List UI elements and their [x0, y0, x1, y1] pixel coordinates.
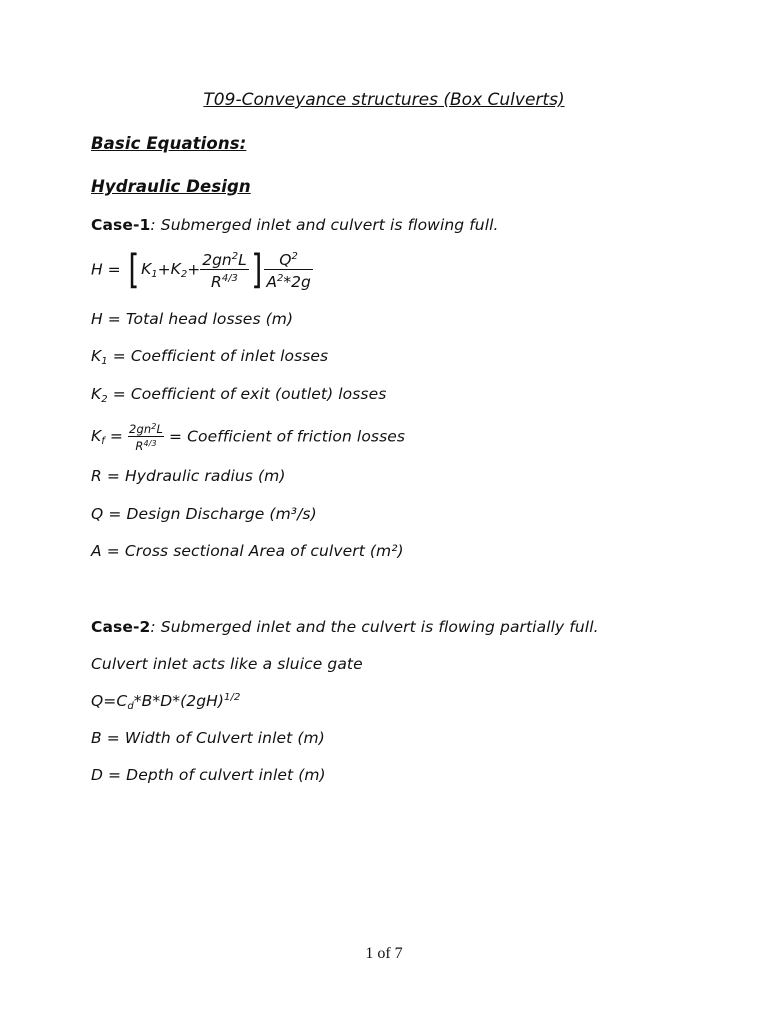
right-bracket: ] — [251, 246, 263, 293]
case2-label: Case-2 — [91, 618, 151, 636]
q-definition: Q = Design Discharge (m³/s) — [91, 505, 317, 523]
b-definition: B = Width of Culvert inlet (m) — [91, 729, 325, 747]
left-bracket: [ — [127, 246, 139, 293]
velocity-fraction: $\frac{Q^2}{A^2*2g}$ — [264, 248, 312, 291]
kf-fraction: $\frac{2gn^2L}{R^{4/3}}$ — [129, 422, 163, 453]
case1-label: Case-1 — [91, 216, 151, 234]
case2-description: : Submerged inlet and the culvert is flowing partially full. — [150, 618, 599, 636]
h-definition: H = Total head losses (m) — [91, 310, 294, 328]
equation1-k2: $K_2$ — [170, 259, 188, 280]
friction-fraction: $\frac{2gn^2L}{R^{4/3}}$ — [200, 248, 249, 291]
case2-line — [91, 618, 599, 636]
case1-line — [91, 216, 499, 234]
equation1-lhs: H = — [91, 260, 121, 279]
head-loss-equation — [91, 248, 313, 291]
r-definition: R = Hydraulic radius (m) — [91, 467, 286, 485]
basic-equations-heading: Basic Equations: — [91, 134, 247, 153]
d-definition: D = Depth of culvert inlet (m) — [91, 766, 326, 784]
equation1-k1: $K_1$ — [141, 259, 158, 280]
case1-description: : Submerged inlet and culvert is flowing full. — [150, 216, 499, 234]
sluice-gate-line: Culvert inlet acts like a sluice gate — [91, 655, 363, 673]
k2-definition: $K_2$ = Coefficient of exit (outlet) losses — [91, 385, 387, 405]
kf-definition: $K_f$ = $\frac{2gn^2L}{R^{4/3}}$ = Coefficient of friction losses — [91, 422, 406, 453]
a-definition: A = Cross sectional Area of culvert (m²) — [91, 542, 404, 560]
page-number: 1 of 7 — [365, 945, 403, 962]
document-title: T09-Conveyance structures (Box Culverts) — [203, 90, 565, 110]
k1-definition: $K_1$ = Coefficient of inlet losses — [91, 347, 329, 367]
sluice-equation: $Q=C_d*B*D*(2gH)^{1/2}$ — [91, 692, 241, 712]
plus-sign: + — [187, 260, 201, 279]
plus-sign: + — [157, 260, 171, 279]
hydraulic-design-heading: Hydraulic Design — [91, 177, 251, 196]
